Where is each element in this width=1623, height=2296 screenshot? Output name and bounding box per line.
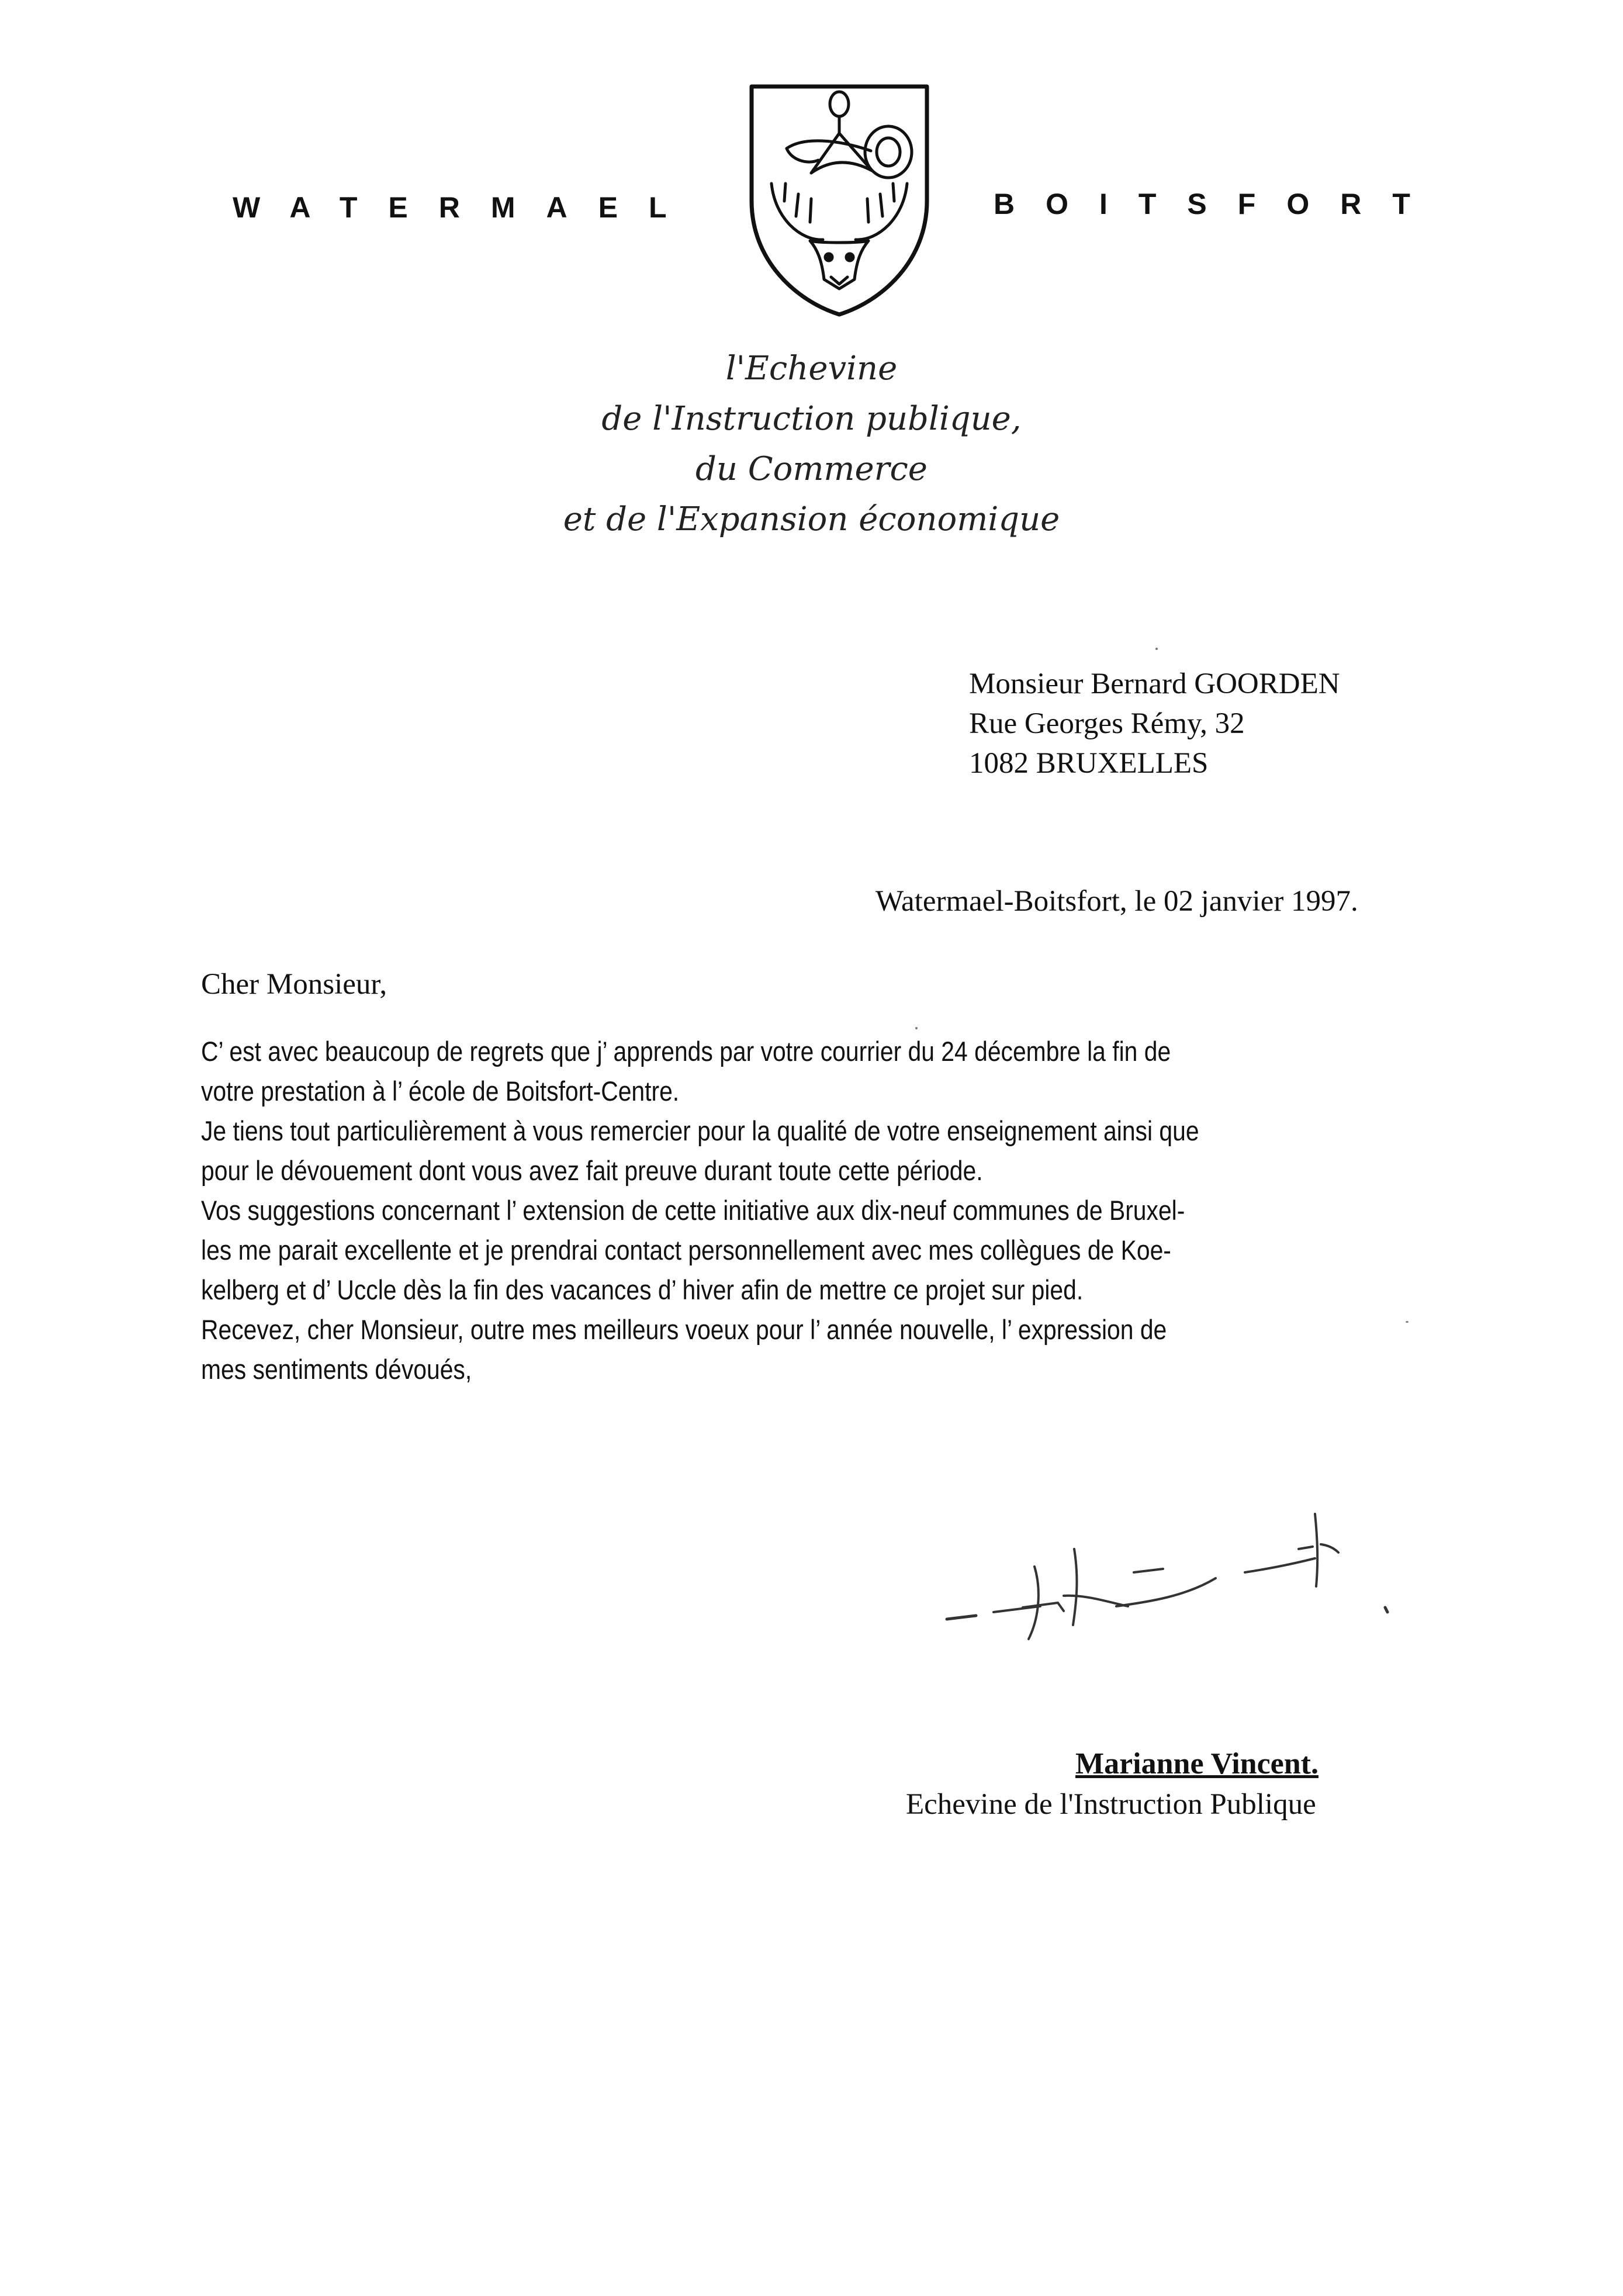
signer-name: Marianne Vincent. [1075,1747,1319,1780]
scan-speck [1406,1321,1409,1323]
body-line: votre prestation à l’ école de Boitsfort-Centre. [201,1076,680,1107]
date-line: Watermael-Boitsfort, le 02 janvier 1997. [875,885,1358,918]
salutation: Cher Monsieur, [201,968,387,1001]
body-line: Recevez, cher Monsieur, outre mes meilleurs voeux pour l’ année nouvelle, l’ expression de [201,1315,1167,1346]
body-line: C’ est avec beaucoup de regrets que j’ apprends par votre courrier du 24 décembre la fin de [201,1036,1171,1067]
body-line: kelberg et d’ Uccle dès la fin des vacances d’ hiver afin de mettre ce projet sur pied. [201,1275,1084,1306]
body-line: les me parait excellente et je prendrai contact personnellement avec mes collègues de Koe- [201,1235,1171,1266]
office-line: l'Echevine [725,350,898,388]
scan-speck [1155,648,1158,650]
office-line: et de l'Expansion économique [563,500,1060,538]
body-line: pour le dévouement dont vous avez fait preuve durant toute cette période. [201,1156,983,1187]
header-left-word: WATERMAEL [233,191,698,224]
coat-of-arms-icon [749,84,929,317]
signer-title: Echevine de l'Instruction Publique [906,1788,1316,1821]
recipient-city: 1082 BRUXELLES [969,747,1209,780]
body-line: Je tiens tout particulièrement à vous remercier pour la qualité de votre enseignement ainsi que [201,1116,1199,1147]
letter-body [201,967,1437,1390]
body-line: mes sentiments dévoués, [201,1354,472,1385]
scan-speck [915,1027,918,1029]
body-line: Vos suggestions concernant l’ extension de cette initiative aux dix-neuf communes de Bruxel- [201,1195,1185,1226]
header-right-word: BOITSFORT [994,188,1441,220]
office-line: de l'Instruction publique, [601,400,1022,438]
office-title [0,344,1623,545]
recipient-name: Monsieur Bernard GOORDEN [969,668,1340,700]
handwritten-signature-icon [941,1508,1397,1648]
recipient-address [969,664,1340,783]
office-line: du Commerce [695,450,928,488]
recipient-street: Rue Georges Rémy, 32 [969,707,1245,740]
